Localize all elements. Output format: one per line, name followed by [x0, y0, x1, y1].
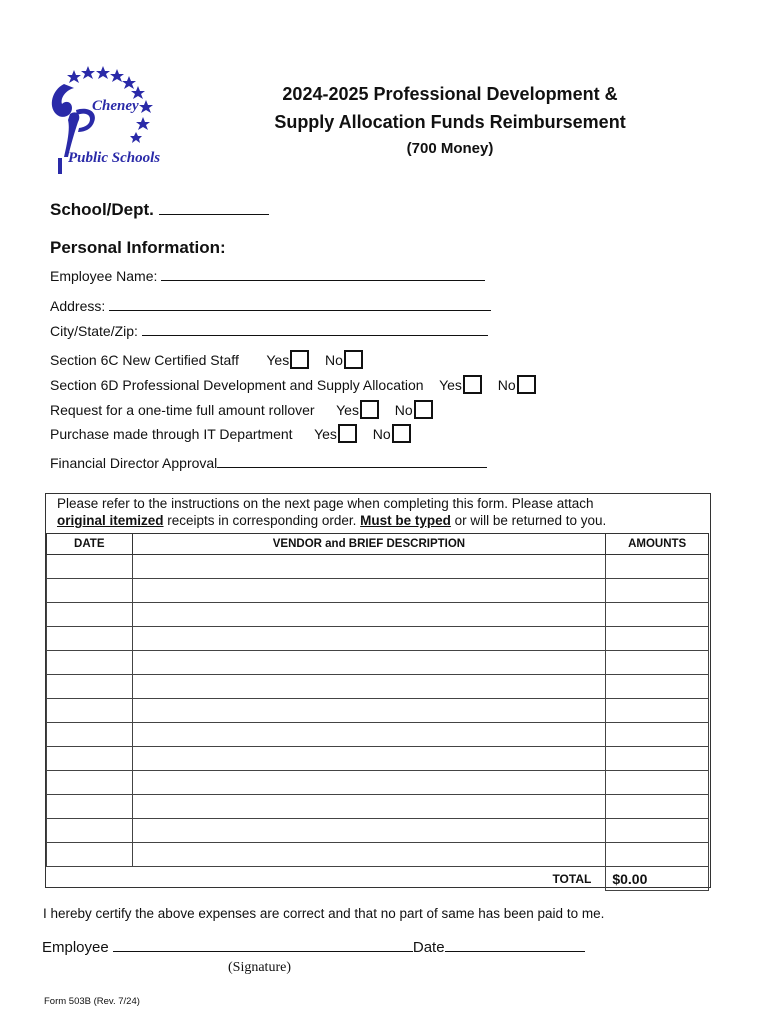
no-checkbox[interactable]	[517, 375, 536, 394]
instructions	[57, 495, 707, 529]
question-row	[50, 375, 536, 394]
date-cell[interactable]	[47, 795, 133, 819]
table-row	[47, 843, 709, 867]
table-row	[47, 579, 709, 603]
vendor-cell[interactable]	[132, 771, 606, 795]
date-cell[interactable]	[47, 747, 133, 771]
vendor-column-header: VENDOR and BRIEF DESCRIPTION	[132, 534, 606, 555]
employee-name-row	[50, 268, 485, 284]
date-cell[interactable]	[47, 651, 133, 675]
table-row	[47, 723, 709, 747]
table-row	[47, 819, 709, 843]
question-label: Request for a one-time full amount rollover	[50, 402, 315, 418]
city-state-zip-row	[50, 323, 488, 339]
vendor-cell[interactable]	[132, 843, 606, 867]
form-title-line2: Supply Allocation Funds Reimbursement	[274, 112, 626, 132]
table-row	[47, 651, 709, 675]
certification-text: I hereby certify the above expenses are correct and that no part of same has been paid to me.	[43, 906, 605, 921]
vendor-cell[interactable]	[132, 579, 606, 603]
date-cell[interactable]	[47, 555, 133, 579]
total-spacer	[47, 867, 133, 891]
instructions-part3: or will be returned to you.	[450, 513, 607, 528]
school-dept-label: School/Dept.	[50, 200, 154, 219]
no-label: No	[497, 377, 516, 393]
form-subtitle: (700 Money)	[406, 140, 494, 157]
logo-text-public-schools: Public Schools	[68, 150, 161, 166]
financial-director-field[interactable]	[217, 455, 487, 468]
amount-cell[interactable]	[606, 651, 709, 675]
financial-director-label: Financial Director Approval	[50, 455, 218, 471]
amount-cell[interactable]	[606, 723, 709, 747]
table-row	[47, 603, 709, 627]
table-row	[47, 699, 709, 723]
question-row	[50, 400, 433, 419]
amount-cell[interactable]	[606, 699, 709, 723]
amount-cell[interactable]	[606, 603, 709, 627]
yes-label: Yes	[314, 426, 337, 442]
no-label: No	[394, 402, 413, 418]
vendor-cell[interactable]	[132, 675, 606, 699]
yes-checkbox[interactable]	[338, 424, 357, 443]
instructions-bold2: Must be typed	[360, 513, 451, 528]
date-cell[interactable]	[47, 675, 133, 699]
date-cell[interactable]	[47, 627, 133, 651]
amount-cell[interactable]	[606, 843, 709, 867]
yes-label: Yes	[439, 377, 462, 393]
amount-cell[interactable]	[606, 771, 709, 795]
date-cell[interactable]	[47, 723, 133, 747]
form-title-line1: 2024-2025 Professional Development &	[282, 84, 618, 104]
no-label: No	[325, 352, 343, 368]
question-row	[50, 350, 363, 369]
city-state-zip-label: City/State/Zip:	[50, 323, 138, 339]
question-row	[50, 424, 411, 443]
address-label: Address:	[50, 298, 106, 314]
no-checkbox[interactable]	[414, 400, 433, 419]
question-label: Section 6C New Certified Staff	[50, 352, 239, 368]
amount-cell[interactable]	[606, 795, 709, 819]
total-label: TOTAL	[552, 871, 592, 886]
vendor-cell[interactable]	[132, 795, 606, 819]
form-number: Form 503B (Rev. 7/24)	[44, 996, 140, 1007]
amount-cell[interactable]	[606, 819, 709, 843]
date-field[interactable]	[445, 939, 585, 952]
question-label: Section 6D Professional Development and Supply Allocation	[50, 377, 424, 393]
date-cell[interactable]	[47, 579, 133, 603]
yes-label: Yes	[266, 352, 290, 368]
table-row	[47, 795, 709, 819]
employee-signature-field[interactable]	[113, 939, 413, 952]
date-column-header: DATE	[47, 534, 133, 555]
vendor-cell[interactable]	[132, 555, 606, 579]
vendor-cell[interactable]	[132, 819, 606, 843]
no-checkbox[interactable]	[392, 424, 411, 443]
amount-cell[interactable]	[606, 555, 709, 579]
date-label: Date	[412, 939, 445, 956]
no-checkbox[interactable]	[344, 350, 363, 369]
signature-row	[42, 939, 585, 956]
instructions-part2: receipts in corresponding order.	[163, 513, 361, 528]
address-row	[50, 298, 491, 314]
logo-text-cheney: Cheney	[92, 98, 139, 114]
financial-director-row	[50, 455, 487, 471]
date-cell[interactable]	[47, 843, 133, 867]
table-row	[47, 771, 709, 795]
employee-name-field[interactable]	[161, 268, 485, 281]
table-row	[47, 627, 709, 651]
yes-checkbox[interactable]	[360, 400, 379, 419]
amount-cell[interactable]	[606, 627, 709, 651]
address-field[interactable]	[109, 298, 491, 311]
personal-info-heading: Personal Information:	[50, 238, 226, 257]
total-value: $0.00	[606, 867, 709, 891]
yes-checkbox[interactable]	[463, 375, 482, 394]
amounts-column-header: AMOUNTS	[606, 534, 709, 555]
amount-cell[interactable]	[606, 579, 709, 603]
employee-signature-label: Employee	[42, 939, 109, 956]
total-row	[47, 867, 709, 891]
school-dept-row	[50, 200, 269, 220]
instructions-bold1: original itemized	[57, 513, 164, 528]
table-row	[47, 555, 709, 579]
yes-label: Yes	[336, 402, 359, 418]
date-cell[interactable]	[47, 819, 133, 843]
vendor-cell[interactable]	[132, 627, 606, 651]
amount-cell[interactable]	[606, 675, 709, 699]
no-label: No	[372, 426, 391, 442]
date-cell[interactable]	[47, 699, 133, 723]
question-label: Purchase made through IT Department	[50, 426, 293, 442]
city-state-zip-field[interactable]	[142, 323, 488, 336]
signature-caption: (Signature)	[228, 960, 291, 975]
instructions-part1: Please refer to the instructions on the next page when completing this form. Please attach	[57, 496, 594, 511]
amount-cell[interactable]	[606, 747, 709, 771]
school-dept-field[interactable]	[159, 202, 269, 215]
table-header-row	[47, 534, 709, 555]
vendor-cell[interactable]	[132, 651, 606, 675]
date-cell[interactable]	[47, 771, 133, 795]
vendor-cell[interactable]	[132, 603, 606, 627]
table-row	[47, 675, 709, 699]
expense-table	[46, 533, 709, 891]
vendor-cell[interactable]	[132, 723, 606, 747]
yes-checkbox[interactable]	[290, 350, 309, 369]
table-row	[47, 747, 709, 771]
vendor-cell[interactable]	[132, 747, 606, 771]
expense-rows	[47, 555, 709, 867]
date-cell[interactable]	[47, 603, 133, 627]
vendor-cell[interactable]	[132, 699, 606, 723]
employee-name-label: Employee Name:	[50, 268, 158, 284]
